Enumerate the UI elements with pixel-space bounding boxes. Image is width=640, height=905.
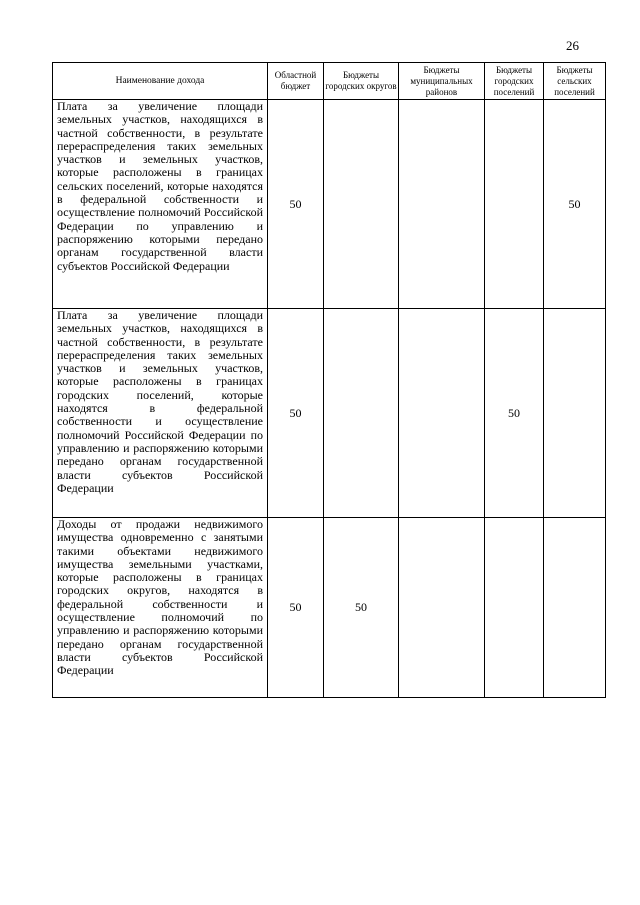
municipal-districts-value bbox=[399, 309, 485, 518]
municipal-districts-value bbox=[399, 100, 485, 309]
regional-budget-value: 50 bbox=[268, 100, 324, 309]
header-city-districts-budgets: Бюджеты городских округов bbox=[324, 63, 399, 100]
header-rural-settlements-budgets: Бюджеты сельских поселений bbox=[544, 63, 606, 100]
revenue-distribution-table bbox=[52, 62, 606, 698]
urban-settlements-value bbox=[485, 100, 544, 309]
rural-settlements-value bbox=[544, 309, 606, 518]
regional-budget-value: 50 bbox=[268, 309, 324, 518]
header-revenue-name: Наименование дохода bbox=[53, 63, 268, 100]
table-row bbox=[53, 100, 606, 309]
revenue-name-cell: Плата за увеличение площади земельных участков, находящихся в частной собственности, в результате перераспределения таких земельных участков и земельных участков, которые расположены в границах сельских поселений, которые находятся в федеральной собственности и осуществление полномочий Российской Федерации по управлению и распоряжению которыми передано органам государственной власти субъектов Российской Федерации bbox=[53, 100, 268, 309]
municipal-districts-value bbox=[399, 518, 485, 698]
header-municipal-districts-budgets: Бюджеты муниципальных районов bbox=[399, 63, 485, 100]
revenue-name-cell: Доходы от продажи недвижимого имущества одновременно с занятыми такими объектами недвижимого имущества земельными участками, которые расположены в границах городских округов, находятся в федеральной собственности и осуществление полномочий по управлению и распоряжению которыми передано органам государственной власти субъектов Российской Федерации bbox=[53, 518, 268, 698]
rural-settlements-value bbox=[544, 518, 606, 698]
table-row bbox=[53, 518, 606, 698]
urban-settlements-value: 50 bbox=[485, 309, 544, 518]
page-number: 26 bbox=[566, 38, 579, 53]
header-regional-budget: Областной бюджет bbox=[268, 63, 324, 100]
city-districts-value bbox=[324, 309, 399, 518]
header-urban-settlements-budgets: Бюджеты городских поселений bbox=[485, 63, 544, 100]
urban-settlements-value bbox=[485, 518, 544, 698]
revenue-name-cell: Плата за увеличение площади земельных участков, находящихся в частной собственности, в результате перераспределения таких земельных участков и земельных участков, которые расположены в границах городских поселений, которые находятся в федеральной собственности и осуществление полномочий Российской Федерации по управлению и распоряжению которыми передано органам государственной власти субъектов Российской Федерации bbox=[53, 309, 268, 518]
regional-budget-value: 50 bbox=[268, 518, 324, 698]
city-districts-value bbox=[324, 100, 399, 309]
rural-settlements-value: 50 bbox=[544, 100, 606, 309]
table-header-row bbox=[53, 63, 606, 100]
city-districts-value: 50 bbox=[324, 518, 399, 698]
table-row bbox=[53, 309, 606, 518]
